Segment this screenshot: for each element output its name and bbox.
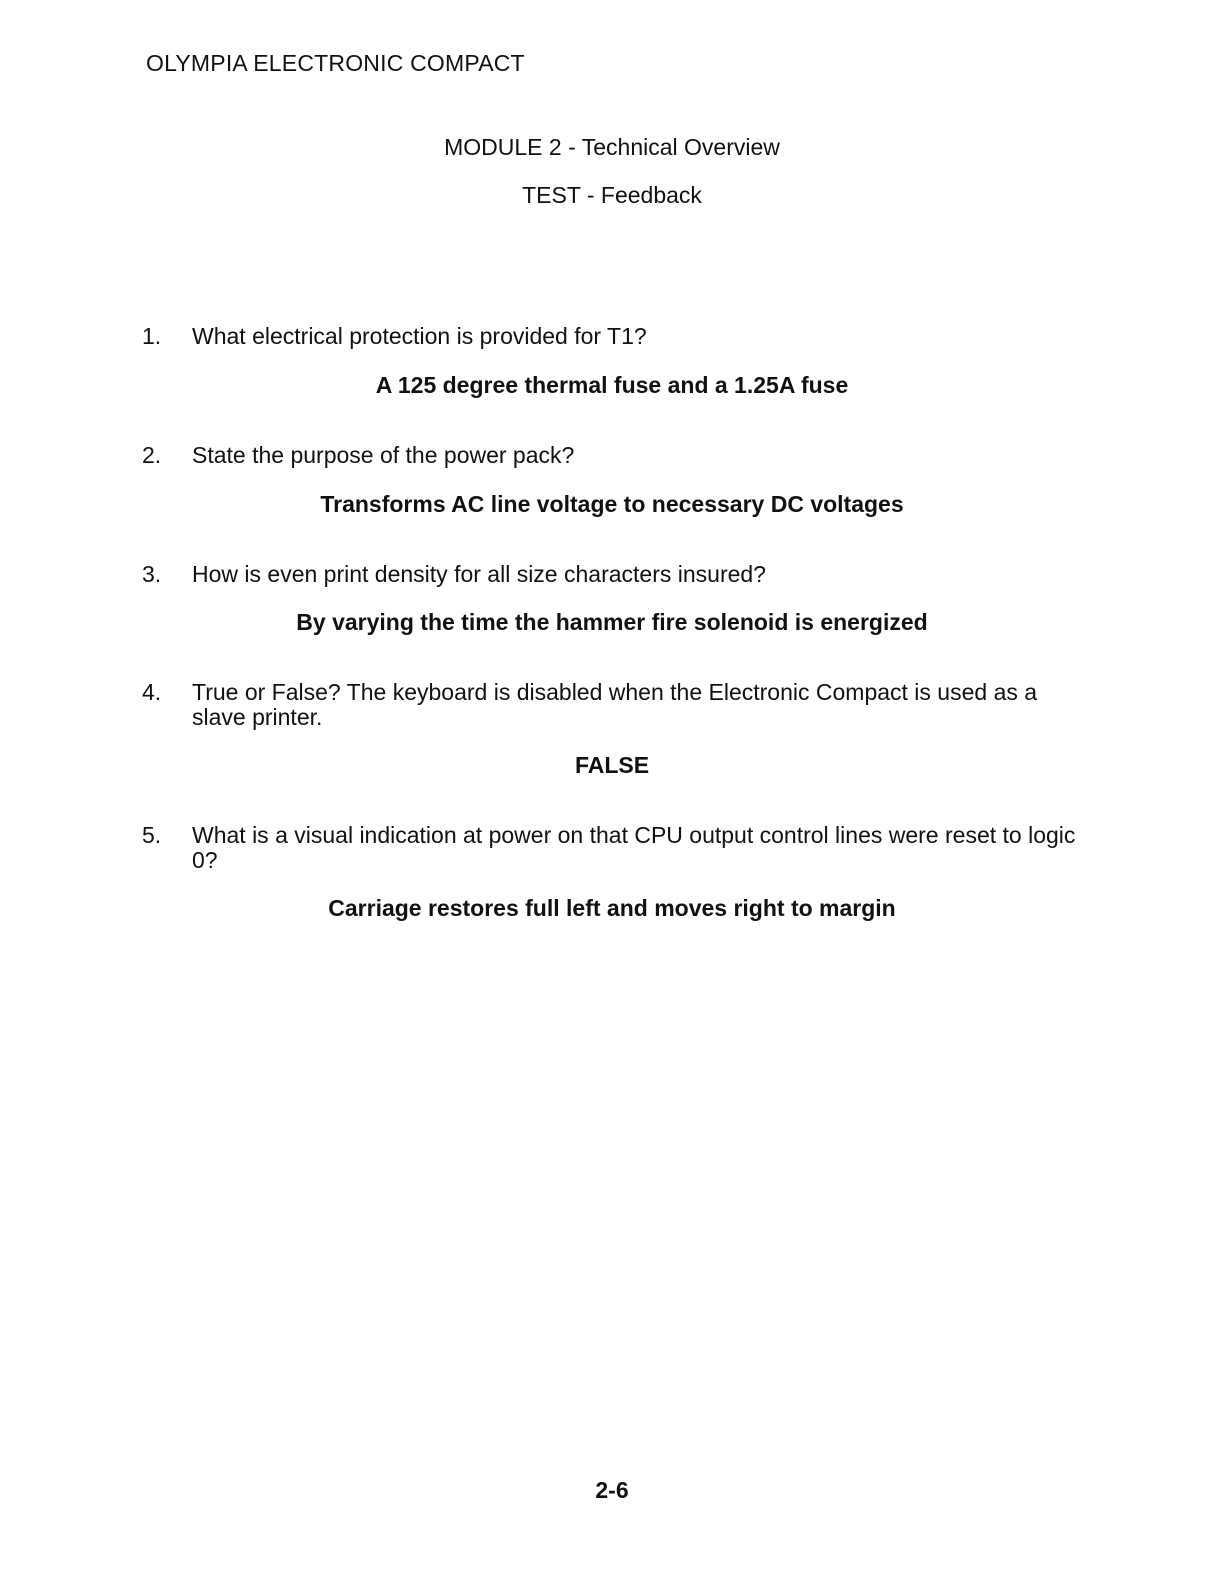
question-item xyxy=(142,562,1082,587)
question-number: 1. xyxy=(142,323,162,349)
answer-text: By varying the time the hammer fire solenoid is energized xyxy=(296,609,928,635)
page-number: 2-6 xyxy=(595,1477,629,1503)
document-header: OLYMPIA ELECTRONIC COMPACT xyxy=(146,50,525,76)
answer-text: FALSE xyxy=(574,752,650,778)
question-number: 5. xyxy=(142,822,162,848)
answer-text: A 125 degree thermal fuse and a 1.25A fuse xyxy=(375,372,849,398)
question-item xyxy=(142,324,1082,349)
question-text: True or False? The keyboard is disabled when the Electronic Compact is used as a slave printer. xyxy=(192,679,1038,730)
question-text: How is even print density for all size characters insured? xyxy=(192,561,766,587)
test-title: TEST - Feedback xyxy=(522,182,702,208)
question-number: 3. xyxy=(142,561,162,587)
question-item xyxy=(142,443,1082,468)
question-text: What is a visual indication at power on that CPU output control lines were reset to logic 0? xyxy=(192,822,1076,873)
answer-text: Carriage restores full left and moves right to margin xyxy=(328,895,896,921)
question-item xyxy=(142,680,1082,730)
question-number: 2. xyxy=(142,442,162,468)
module-title: MODULE 2 - Technical Overview xyxy=(444,134,780,160)
question-text: What electrical protection is provided for T1? xyxy=(192,323,647,349)
question-item xyxy=(142,823,1082,873)
question-text: State the purpose of the power pack? xyxy=(192,442,575,468)
question-number: 4. xyxy=(142,679,162,705)
answer-text: Transforms AC line voltage to necessary DC voltages xyxy=(320,491,904,517)
